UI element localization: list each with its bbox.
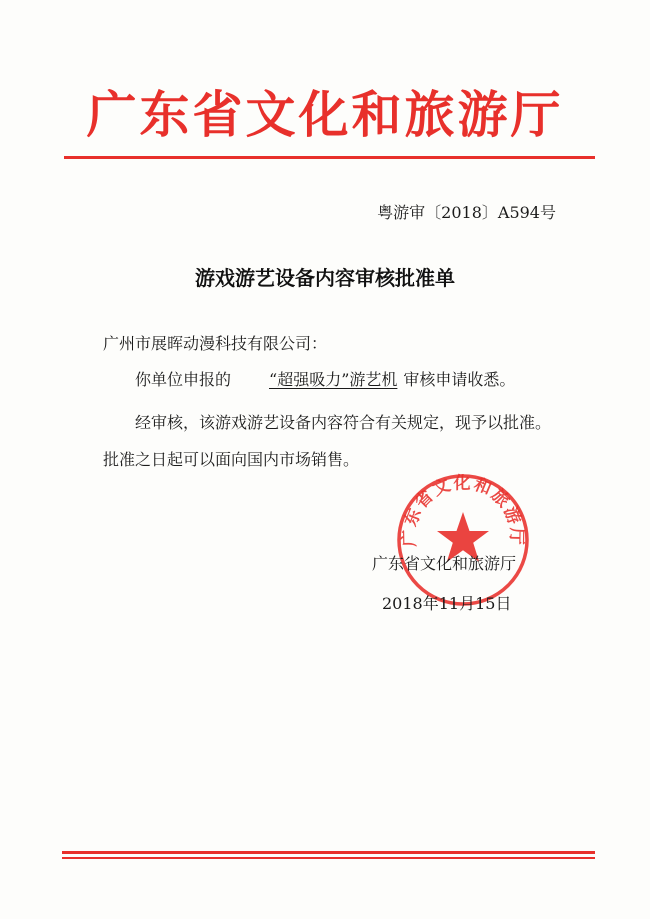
document-title: 游戏游艺设备内容审核批准单 <box>195 266 455 290</box>
signing-organization: 广东省文化和旅游厅 <box>372 554 517 573</box>
letterhead-rule <box>64 156 595 159</box>
footer-rule-top <box>62 851 595 854</box>
paragraph-application <box>103 367 553 393</box>
paragraph-suffix: 审核申请收悉。 <box>403 370 516 389</box>
signing-date: 2018年11月15日 <box>382 594 512 613</box>
official-seal-stamp <box>393 470 533 610</box>
paragraph-approval: 经审核，该游戏游艺设备内容符合有关规定，现予以批准。批准之日起可以面向国内市场销售。 <box>103 413 552 469</box>
letterhead-title: 广东省文化和旅游厅 <box>86 86 564 144</box>
seal-text: 广东省文化和旅游厅 <box>399 473 527 547</box>
product-name: “超强吸力”游艺机 <box>269 370 398 389</box>
paragraph-prefix: 你单位申报的 <box>135 370 232 389</box>
footer-rule-bottom <box>62 857 595 859</box>
document-number: 粤游审〔2018〕A594号 <box>377 203 556 222</box>
addressee: 广州市展晖动漫科技有限公司： <box>103 334 328 353</box>
